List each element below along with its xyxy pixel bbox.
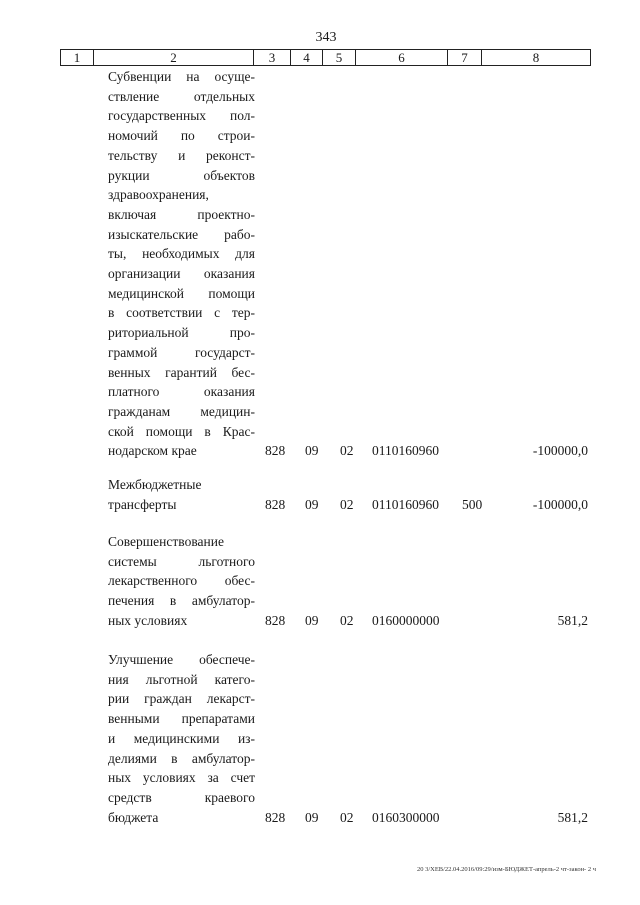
description-line: Субвенции на осуще- xyxy=(108,69,255,84)
column-header-4: 4 xyxy=(291,50,323,66)
cell-column-5: 02 xyxy=(340,443,354,459)
cell-column-8: -100000,0 xyxy=(532,496,588,512)
description-line: ской помощи в Крас- xyxy=(108,423,255,439)
cell-column-5: 02 xyxy=(340,496,354,512)
description-line: лекарственного обес- xyxy=(108,573,255,589)
description-line: изыскательские рабо- xyxy=(108,226,255,242)
description-line: Совершенствование xyxy=(108,534,224,549)
column-header-2: 2 xyxy=(94,50,254,66)
description-line: бюджета xyxy=(108,809,159,825)
column-header-3: 3 xyxy=(254,50,291,66)
description-line: венными препаратами xyxy=(108,711,255,727)
cell-column-3: 828 xyxy=(265,496,286,512)
description-line: рии граждан лекарст- xyxy=(108,691,255,707)
cell-column-4: 09 xyxy=(305,809,319,825)
description-line: медицинской помощи xyxy=(108,285,255,301)
description-line: гражданам медицин- xyxy=(108,403,255,419)
description-line: ния льготной катего- xyxy=(108,671,255,687)
description-line: тельству и реконст- xyxy=(108,147,255,163)
cell-column-6: 0160300000 xyxy=(372,809,440,825)
cell-column-7: 500 xyxy=(462,496,483,512)
description-line: делиями в амбулатор- xyxy=(108,750,255,766)
description-line: системы льготного xyxy=(108,553,255,569)
description-line: в соответствии с тер- xyxy=(108,305,255,321)
column-header-7: 7 xyxy=(448,50,482,66)
row-description xyxy=(108,650,255,827)
description-line: риториальной про- xyxy=(108,325,255,341)
description-line: нодарском крае xyxy=(108,443,197,459)
description-line: здравоохранения, xyxy=(108,187,209,203)
row-description xyxy=(108,67,255,461)
description-line: Межбюджетные xyxy=(108,477,202,492)
cell-column-6: 0160000000 xyxy=(372,612,440,628)
cell-column-5: 02 xyxy=(340,809,354,825)
cell-column-8: -100000,0 xyxy=(532,443,588,459)
description-line: рукции объектов xyxy=(108,167,255,183)
cell-column-4: 09 xyxy=(305,612,319,628)
column-header-table xyxy=(60,49,591,66)
description-line: трансферты xyxy=(108,496,177,512)
cell-column-4: 09 xyxy=(305,496,319,512)
column-header-5: 5 xyxy=(323,50,356,66)
description-line: платного оказания xyxy=(108,384,255,400)
cell-column-3: 828 xyxy=(265,809,286,825)
document-footer-code: 20 3/ХЕВ/22.04.2016/09:29/изм-БЮДЖЕТ-апрель-2 чт-закон- 2 ч xyxy=(416,866,596,873)
description-line: венных гарантий бес- xyxy=(108,364,255,380)
description-line: организации оказания xyxy=(108,266,255,282)
row-description xyxy=(108,532,255,631)
column-header-6: 6 xyxy=(356,50,448,66)
cell-column-8: 581,2 xyxy=(557,612,588,628)
page-number: 343 xyxy=(315,30,337,45)
description-line: печения в амбулатор- xyxy=(108,593,255,609)
description-line: номочий по строи- xyxy=(108,128,255,144)
cell-column-6: 0110160960 xyxy=(372,443,439,459)
column-header-8: 8 xyxy=(482,50,591,66)
description-line: ных условиях за счет xyxy=(108,770,255,786)
description-line: включая проектно- xyxy=(108,206,255,222)
cell-column-6: 0110160960 xyxy=(372,496,439,512)
cell-column-4: 09 xyxy=(305,443,319,459)
description-line: ствление отдельных xyxy=(108,88,255,104)
cell-column-8: 581,2 xyxy=(557,809,588,825)
row-description xyxy=(108,475,255,514)
cell-column-3: 828 xyxy=(265,612,286,628)
description-line: граммой государст- xyxy=(108,344,255,360)
cell-column-5: 02 xyxy=(340,612,354,628)
description-line: ты, необходимых для xyxy=(108,246,255,262)
cell-column-3: 828 xyxy=(265,443,286,459)
column-header-1: 1 xyxy=(61,50,94,66)
column-header-row xyxy=(61,50,591,66)
description-line: государственных пол- xyxy=(108,108,255,124)
description-line: и медицинскими из- xyxy=(108,730,255,746)
description-line: ных условиях xyxy=(108,612,188,628)
description-line: Улучшение обеспече- xyxy=(108,652,255,667)
description-line: средств краевого xyxy=(108,789,255,805)
